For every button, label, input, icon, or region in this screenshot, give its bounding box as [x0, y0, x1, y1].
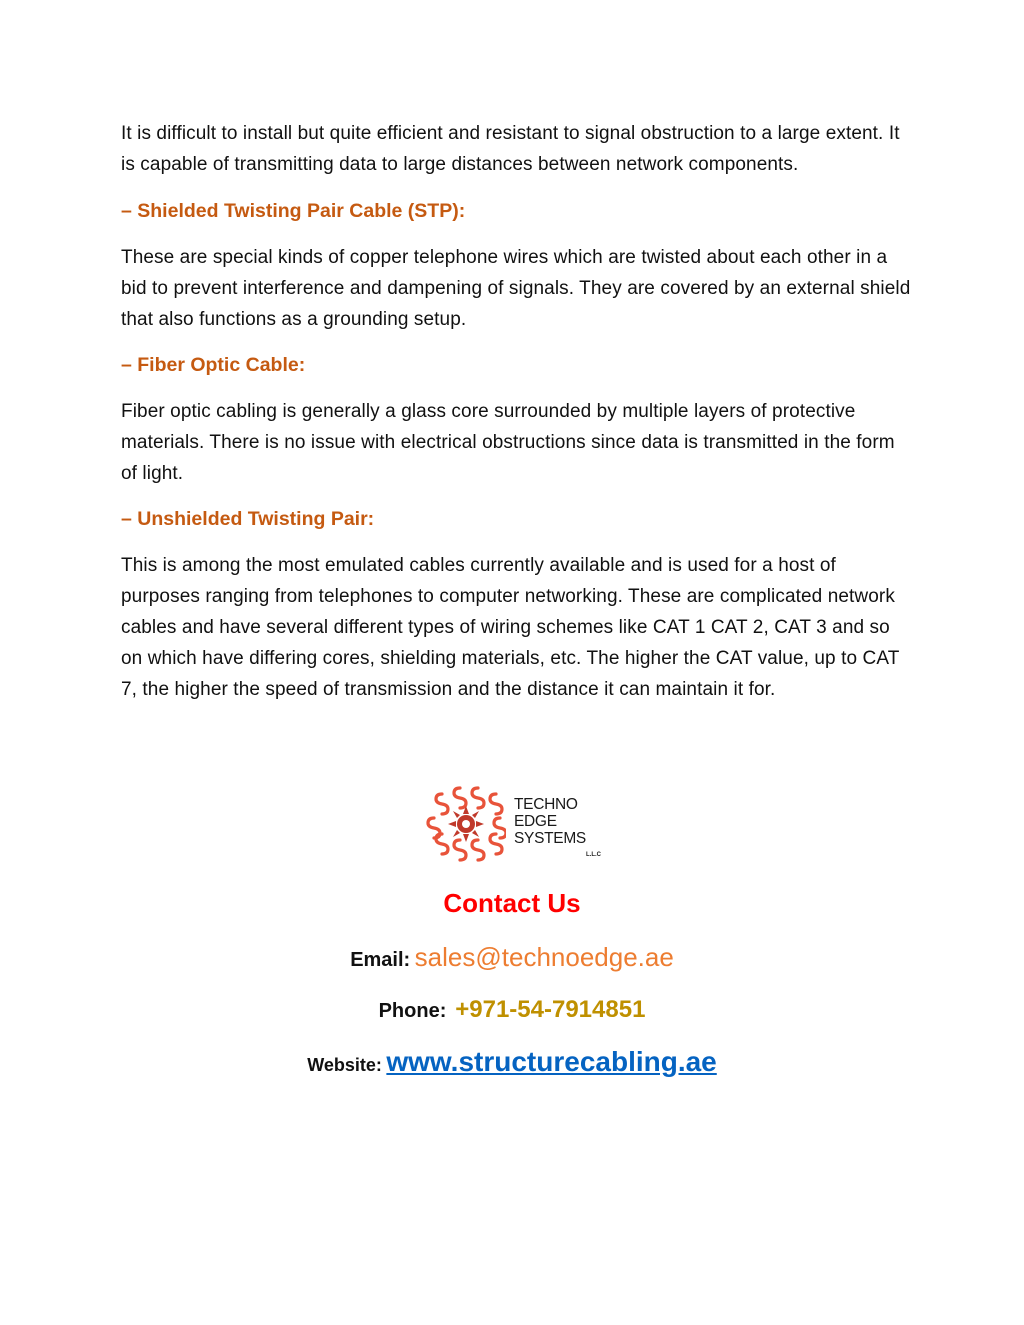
intro-paragraph: It is difficult to install but quite efficient and resistant to signal obstruction to a large extent. It is capable of transmitting data to large distances between network components. — [121, 123, 900, 175]
logo-line-systems: SYSTEMS — [514, 830, 586, 847]
email-label: Email: — [350, 949, 411, 971]
heading-utp: – Unshielded Twisting Pair: — [121, 508, 375, 530]
logo-line-edge: EDGE — [514, 813, 557, 830]
logo-wordmark — [514, 796, 586, 847]
paragraph-stp: These are special kinds of copper telephone wires which are twisted about each other in a bid to prevent interference and dampening of signals. They are covered by an external shield that also functions as a grounding setup. — [121, 247, 911, 330]
website-link[interactable]: www.structurecabling.ae — [386, 1046, 717, 1077]
heading-fiber-optic: – Fiber Optic Cable: — [121, 354, 306, 376]
document-body — [121, 118, 911, 705]
phone-label: Phone: — [378, 1000, 447, 1022]
company-logo — [426, 784, 601, 864]
paragraph-utp: This is among the most emulated cables currently available and is used for a host of purposes ranging from telephones to computer networking. These are complicated network cables and have several different types of wiring schemes like CAT 1 CAT 2, CAT 3 and so on which have differing cores, shielding materials, etc. The higher the CAT value, up to CAT 7, the higher the speed of transmission and the distance it can maintain it for. — [121, 555, 900, 700]
logo-llc: L.L.C — [586, 852, 601, 858]
website-row — [0, 1046, 1024, 1078]
phone-value[interactable]: +971-54-7914851 — [455, 996, 646, 1023]
heading-stp: – Shielded Twisting Pair Cable (STP): — [121, 200, 466, 222]
paragraph-fiber-optic: Fiber optic cabling is generally a glass core surrounded by multiple layers of protective materials. There is no issue with electrical obstructions since data is transmitted in the form of light. — [121, 401, 895, 484]
logo-line-techno: TECHNO — [514, 796, 578, 813]
email-row — [0, 942, 1024, 973]
phone-row — [0, 996, 1024, 1024]
email-value[interactable]: sales@technoedge.ae — [414, 942, 674, 972]
techno-edge-logo-mark-icon — [426, 784, 506, 864]
website-label: Website: — [307, 1055, 382, 1075]
contact-title: Contact Us — [443, 888, 581, 918]
